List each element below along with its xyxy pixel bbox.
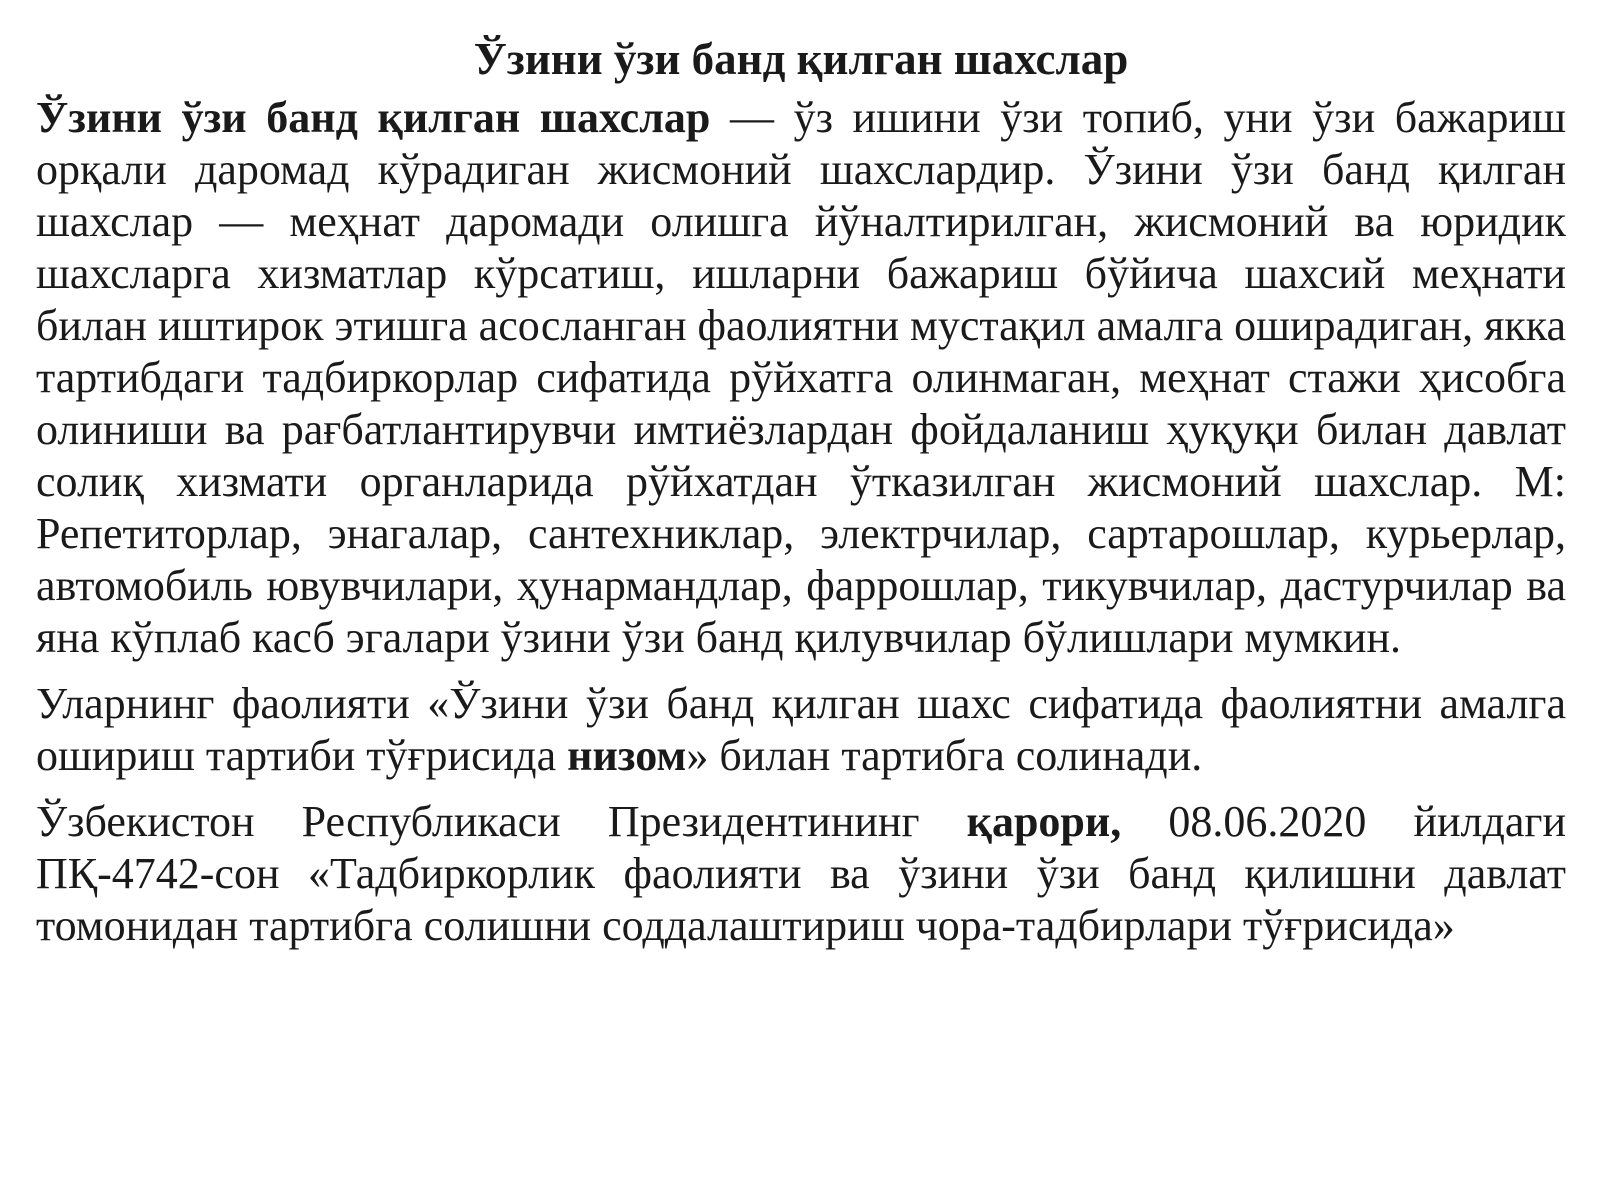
regulation-text-after: » билан тартибга солинади. — [686, 731, 1203, 780]
regulation-text-before: Уларнинг фаолияти «Ўзини ўзи банд қилган шахс сифатида фаолиятни амалга ошириш тартиби тўғрисида — [36, 679, 1566, 780]
regulation-bold-word: низом — [567, 731, 687, 780]
decree-text-before: Ўзбекистон Республикаси Президентининг — [36, 797, 967, 846]
paragraph-regulation — [36, 678, 1566, 782]
defined-term: Ўзини ўзи банд қилган шахслар — [36, 93, 711, 142]
decree-bold-word: қарори, — [966, 797, 1122, 846]
paragraph-decree — [36, 796, 1566, 952]
document-title: Ўзини ўзи банд қилган шахслар — [473, 34, 1129, 84]
decree-text-after: 08.06.2020 йилдаги ПҚ-4742-сон «Тадбиркорлик фаолияти ва ўзини ўзи банд қилишни давлат томонидан тартибга солишни соддалаштириш чора-тадбирлари тўғрисида» — [36, 797, 1567, 950]
paragraph-definition — [36, 92, 1566, 664]
document-page — [36, 30, 1566, 966]
definition-text: — ўз ишини ўзи топиб, уни ўзи бажариш орқали даромад кўрадиган жисмоний шахслардир. Ўзини ўзи банд қилган шахслар — меҳнат даромади олишга йўналтирилган, жисмоний ва юридик шахсларга хизматлар кўрсатиш, ишларни бажариш бўйича шахсий меҳнати билан иштирок этишга асосланган фаолиятни мустақил амалга оширадиган, якка тартибдаги тадбиркорлар сифатида рўйхатга олинмаган, меҳнат стажи ҳисобга олиниши ва рағбатлантирувчи имтиёзлардан фойдаланиш ҳуқуқи билан давлат солиқ хизмати органларида рўйхатдан ўтказилган жисмоний шахслар. М: Репетиторлар, энагалар, сантехниклар, электрчилар, сартарошлар, курьерлар, автомобиль ювувчилари, ҳунармандлар, фаррошлар, тикувчилар, дастурчилар ва яна кўплаб касб эгалари ўзини ўзи банд қилувчилар бўлишлари мумкин. — [36, 93, 1566, 662]
